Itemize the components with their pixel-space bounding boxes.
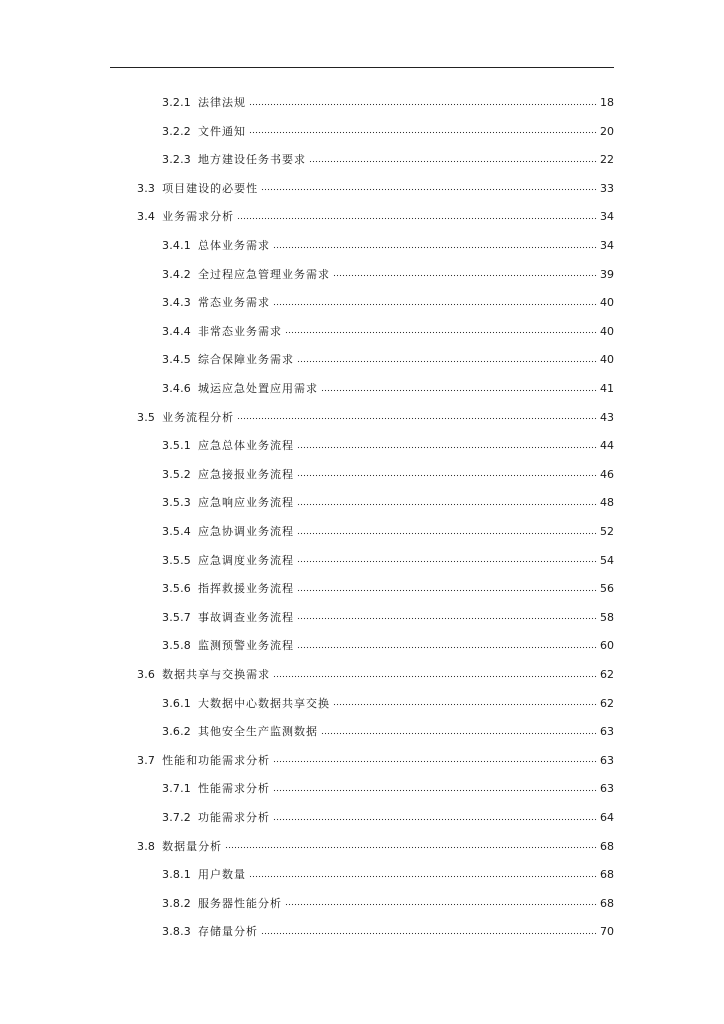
toc-dot-leader xyxy=(261,187,597,193)
toc-entry-page-number: 70 xyxy=(600,925,614,939)
toc-entry[interactable] xyxy=(162,522,614,542)
toc-entry-page-number: 18 xyxy=(600,96,614,109)
toc-entry-title: 综合保障业务需求 xyxy=(198,353,294,367)
toc-entry-title: 全过程应急管理业务需求 xyxy=(198,267,330,281)
toc-dot-leader xyxy=(297,358,597,364)
toc-entry-number: 3.8 xyxy=(137,839,156,853)
toc-entry-title: 监测预警业务流程 xyxy=(198,639,294,653)
toc-entry-page-number: 68 xyxy=(600,896,614,910)
toc-dot-leader xyxy=(321,387,597,393)
toc-entry-page-number: 56 xyxy=(600,582,614,596)
toc-entry-page-number: 54 xyxy=(600,553,614,567)
toc-dot-leader xyxy=(297,530,597,536)
toc-entry-number: 3.5 xyxy=(137,410,156,424)
toc-dot-leader xyxy=(333,273,597,279)
toc-dot-leader xyxy=(237,215,597,221)
toc-entry-page-number: 62 xyxy=(600,696,614,710)
toc-entry[interactable] xyxy=(137,751,614,771)
toc-entry-page-number: 34 xyxy=(600,239,614,252)
toc-dot-leader xyxy=(321,730,597,736)
toc-entry-number: 3.5.7 xyxy=(162,610,191,624)
toc-entry-title: 常态业务需求 xyxy=(198,296,270,310)
toc-entry-number: 3.2.2 xyxy=(162,124,191,138)
toc-dot-leader xyxy=(309,158,597,164)
toc-dot-leader xyxy=(297,587,597,593)
toc-dot-leader xyxy=(273,301,597,307)
toc-dot-leader xyxy=(297,644,597,650)
toc-entry-number: 3.5.3 xyxy=(162,496,191,510)
toc-entry-number: 3.6 xyxy=(137,668,156,681)
toc-entry-title: 数据量分析 xyxy=(162,839,223,853)
toc-entry-page-number: 41 xyxy=(600,382,614,395)
toc-entry-title: 事故调查业务流程 xyxy=(198,610,294,624)
toc-entry[interactable] xyxy=(137,837,614,857)
toc-entry-title: 应急调度业务流程 xyxy=(198,553,294,567)
toc-entry[interactable] xyxy=(162,865,614,885)
toc-entry-page-number: 46 xyxy=(600,467,614,481)
toc-entry-number: 3.7.2 xyxy=(162,811,191,824)
toc-entry[interactable] xyxy=(162,722,614,742)
toc-entry-number: 3.3 xyxy=(137,181,156,195)
toc-entry-title: 功能需求分析 xyxy=(198,811,270,824)
toc-entry-title: 用户数量 xyxy=(198,868,246,882)
toc-entry-number: 3.4.6 xyxy=(162,382,191,395)
toc-entry-number: 3.8.2 xyxy=(162,896,191,910)
toc-entry-number: 3.2.1 xyxy=(162,96,191,109)
toc-entry-number: 3.4.1 xyxy=(162,239,191,252)
toc-entry-number: 3.5.1 xyxy=(162,439,191,453)
toc-entry-number: 3.5.5 xyxy=(162,553,191,567)
toc-dot-leader xyxy=(273,787,597,793)
toc-entry-page-number: 33 xyxy=(600,181,614,195)
toc-entry[interactable] xyxy=(162,636,614,656)
toc-dot-leader xyxy=(297,473,597,479)
toc-entry-title: 文件通知 xyxy=(198,124,246,138)
toc-entry-page-number: 40 xyxy=(600,324,614,338)
toc-dot-leader xyxy=(273,816,597,822)
toc-entry-number: 3.4.2 xyxy=(162,267,191,281)
toc-entry[interactable] xyxy=(162,265,614,285)
toc-entry-page-number: 43 xyxy=(600,410,614,424)
toc-dot-leader xyxy=(273,673,597,679)
toc-entry[interactable] xyxy=(162,808,614,828)
toc-entry-title: 城运应急处置应用需求 xyxy=(198,382,318,395)
toc-entry-title: 业务需求分析 xyxy=(162,210,235,224)
toc-dot-leader xyxy=(261,930,597,936)
toc-entry-page-number: 68 xyxy=(600,868,614,882)
toc-entry-title: 地方建设任务书要求 xyxy=(198,153,306,167)
toc-entry-page-number: 68 xyxy=(600,839,614,853)
toc-dot-leader xyxy=(297,501,597,507)
toc-entry[interactable] xyxy=(162,493,614,513)
toc-entry[interactable] xyxy=(162,551,614,571)
toc-entry-number: 3.4 xyxy=(137,210,156,224)
toc-entry-title: 法律法规 xyxy=(198,96,246,109)
toc-entry-page-number: 60 xyxy=(600,639,614,653)
toc-entry-page-number: 48 xyxy=(600,496,614,510)
toc-entry-title: 性能和功能需求分析 xyxy=(162,753,271,767)
toc-entry-number: 3.4.3 xyxy=(162,296,191,310)
toc-dot-leader xyxy=(297,444,597,450)
toc-entry-page-number: 40 xyxy=(600,296,614,310)
toc-dot-leader xyxy=(297,559,597,565)
toc-entry-number: 3.4.4 xyxy=(162,324,191,338)
toc-entry[interactable] xyxy=(162,436,614,456)
toc-entry[interactable] xyxy=(162,608,614,628)
toc-dot-leader xyxy=(285,902,597,908)
toc-entry[interactable] xyxy=(162,579,614,599)
toc-entry-number: 3.8.3 xyxy=(162,925,191,939)
toc-entry[interactable] xyxy=(162,322,614,342)
toc-entry-title: 大数据中心数据共享交换 xyxy=(198,696,330,710)
toc-entry[interactable] xyxy=(162,465,614,485)
toc-dot-leader xyxy=(249,101,597,107)
toc-entry[interactable] xyxy=(137,665,614,685)
toc-entry-title: 非常态业务需求 xyxy=(198,324,282,338)
toc-entry-title: 应急总体业务流程 xyxy=(198,439,294,453)
toc-entry-title: 应急协调业务流程 xyxy=(198,525,294,538)
toc-entry-title: 性能需求分析 xyxy=(198,782,270,796)
toc-entry-page-number: 40 xyxy=(600,353,614,367)
toc-entry[interactable] xyxy=(162,894,614,914)
toc-entry-number: 3.5.4 xyxy=(162,525,191,538)
toc-dot-leader xyxy=(285,330,597,336)
toc-entry-title: 数据共享与交换需求 xyxy=(162,668,271,681)
toc-entry-title: 业务流程分析 xyxy=(162,410,235,424)
toc-entry-number: 3.7 xyxy=(137,753,156,767)
toc-entry-title: 项目建设的必要性 xyxy=(162,181,259,195)
toc-entry[interactable] xyxy=(137,207,614,227)
toc-dot-leader xyxy=(273,244,597,250)
toc-entry-title: 其他安全生产监测数据 xyxy=(198,725,318,739)
toc-entry-number: 3.6.1 xyxy=(162,696,191,710)
toc-entry[interactable] xyxy=(162,150,614,170)
toc-entry[interactable] xyxy=(162,379,614,399)
toc-entry[interactable] xyxy=(162,122,614,142)
toc-entry[interactable] xyxy=(162,93,614,113)
header-rule xyxy=(110,67,614,68)
toc-entry[interactable] xyxy=(162,694,614,714)
toc-dot-leader xyxy=(297,616,597,622)
toc-entry-title: 服务器性能分析 xyxy=(198,896,282,910)
toc-entry-page-number: 63 xyxy=(600,725,614,739)
toc-entry-title: 总体业务需求 xyxy=(198,239,270,252)
toc-entry-title: 存储量分析 xyxy=(198,925,258,939)
toc-entry-page-number: 44 xyxy=(600,439,614,453)
toc-entry-title: 指挥救援业务流程 xyxy=(198,582,294,596)
toc-entry[interactable] xyxy=(137,179,614,199)
toc-entry[interactable] xyxy=(137,408,614,428)
toc-entry-page-number: 62 xyxy=(600,668,614,681)
toc-entry-page-number: 64 xyxy=(600,811,614,824)
toc-entry-number: 3.5.6 xyxy=(162,582,191,596)
toc-entry-title: 应急接报业务流程 xyxy=(198,467,294,481)
toc-dot-leader xyxy=(273,759,597,765)
toc-entry[interactable] xyxy=(162,922,614,942)
toc-entry-title: 应急响应业务流程 xyxy=(198,496,294,510)
toc-entry-page-number: 52 xyxy=(600,525,614,538)
toc-entry[interactable] xyxy=(162,350,614,370)
toc-entry[interactable] xyxy=(162,779,614,799)
toc-entry-page-number: 34 xyxy=(600,210,614,224)
toc-entry-number: 3.6.2 xyxy=(162,725,191,739)
toc-entry-number: 3.4.5 xyxy=(162,353,191,367)
toc-dot-leader xyxy=(237,416,597,422)
toc-entry-page-number: 22 xyxy=(600,153,614,167)
toc-entry-page-number: 39 xyxy=(600,267,614,281)
toc-entry-number: 3.5.8 xyxy=(162,639,191,653)
toc-dot-leader xyxy=(333,702,597,708)
toc-entry-number: 3.5.2 xyxy=(162,467,191,481)
toc-dot-leader xyxy=(225,845,597,851)
toc-dot-leader xyxy=(249,130,597,136)
toc-entry-page-number: 20 xyxy=(600,124,614,138)
toc-entry-page-number: 63 xyxy=(600,753,614,767)
toc-entry[interactable] xyxy=(162,293,614,313)
toc-entry-page-number: 63 xyxy=(600,782,614,796)
toc-entry-number: 3.2.3 xyxy=(162,153,191,167)
toc-dot-leader xyxy=(249,873,597,879)
toc-entry-number: 3.7.1 xyxy=(162,782,191,796)
toc-entry-number: 3.8.1 xyxy=(162,868,191,882)
toc-entry-page-number: 58 xyxy=(600,610,614,624)
toc-entry[interactable] xyxy=(162,236,614,256)
